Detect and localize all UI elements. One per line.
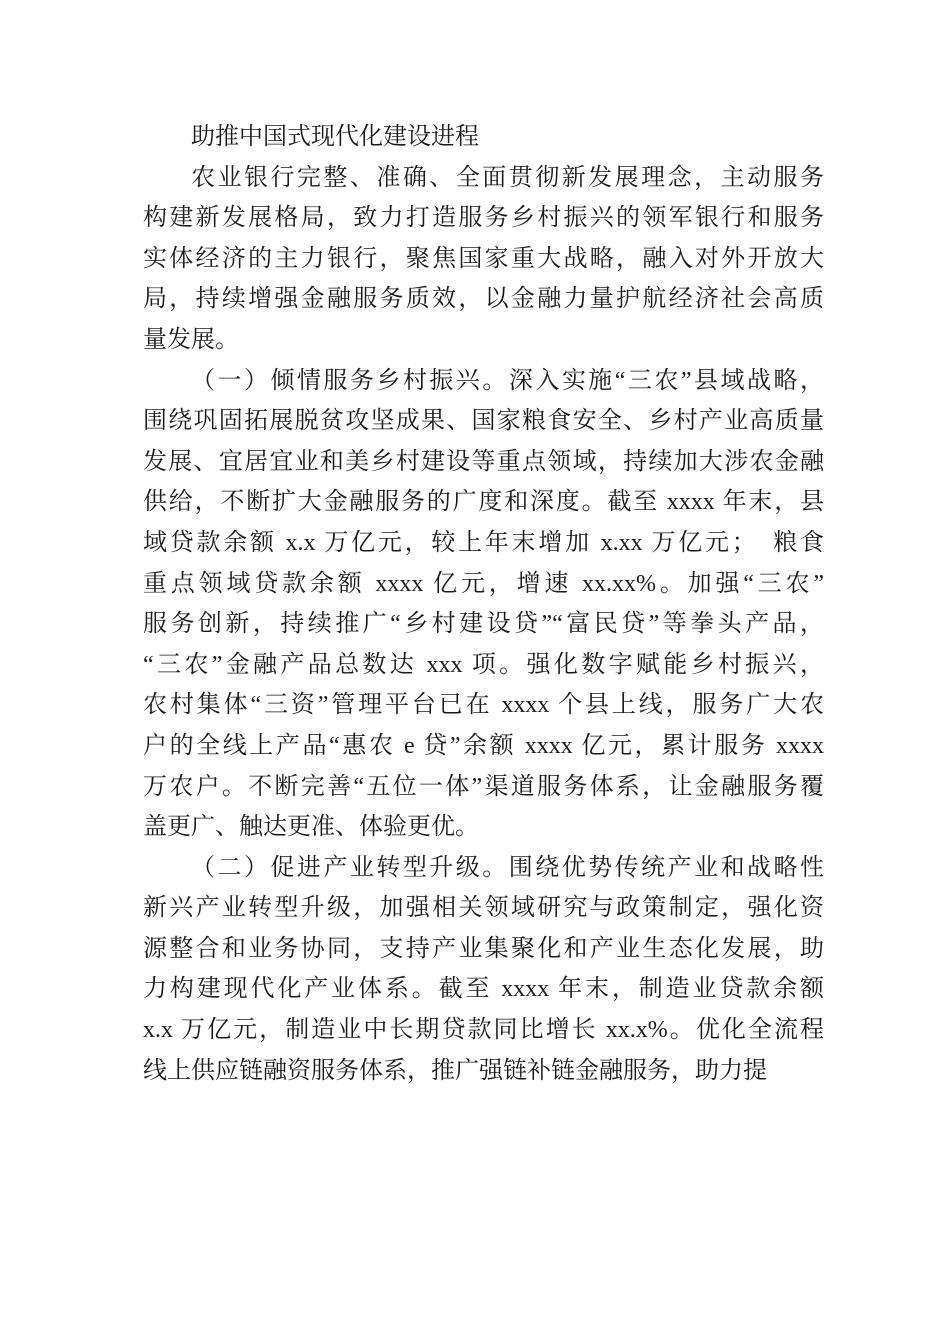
paragraph-section-2 [143, 848, 824, 1092]
text-line: （一）倾情服务乡村振兴。深入实施“三农”县域战略， [191, 367, 824, 394]
text-line: 农业银行完整、准确、全面贯彻新发展理念，主动服务 [191, 164, 824, 191]
text-line: 万农户。不断完善“五位一体”渠道服务体系，让金融服务覆 [143, 773, 824, 800]
text-line: 局，持续增强金融服务质效，以金融力量护航经济社会高质 [143, 286, 824, 313]
text-line: 线上供应链融资服务体系，推广强链补链金融服务，助力提 [143, 1057, 767, 1084]
text-line: 力构建现代化产业体系。截至 xxxx 年末，制造业贷款余额 [143, 976, 824, 1003]
text-line: 重点领域贷款余额 xxxx 亿元，增速 xx.xx%。加强“三农” [143, 570, 824, 597]
text-line: x.x 万亿元，制造业中长期贷款同比增长 xx.x%。优化全流程 [143, 1017, 824, 1044]
text-line: 户的全线上产品“惠农 e 贷”余额 xxxx 亿元，累计服务 xxxx [143, 732, 824, 759]
text-line: 盖更广、触达更准、体验更优。 [143, 814, 479, 841]
text-line: “三农”金融产品总数达 xxx 项。强化数字赋能乡村振兴， [143, 651, 824, 678]
document-body [143, 117, 824, 1091]
text-line: 量发展。 [143, 326, 239, 353]
paragraph-heading [143, 117, 824, 158]
paragraph-intro [143, 158, 824, 361]
text-line: 服务创新，持续推广“乡村建设贷”“富民贷”等拳头产品， [143, 611, 824, 638]
paragraph-section-1 [143, 361, 824, 848]
text-line: 围绕巩固拓展脱贫攻坚成果、国家粮食安全、乡村产业高质量 [143, 408, 824, 435]
text-line: （二）促进产业转型升级。围绕优势传统产业和战略性 [191, 854, 824, 881]
text-line: 实体经济的主力银行，聚焦国家重大战略，融入对外开放大 [143, 245, 824, 272]
text-line: 农村集体“三资”管理平台已在 xxxx 个县上线，服务广大农 [143, 692, 824, 719]
text-line: 助推中国式现代化建设进程 [191, 124, 479, 150]
text-line: 新兴产业转型升级，加强相关领域研究与政策制定，强化资 [143, 895, 824, 922]
text-line: 供给，不断扩大金融服务的广度和深度。截至 xxxx 年末，县 [143, 489, 824, 516]
text-line: 源整合和业务协同，支持产业集聚化和产业生态化发展，助 [143, 935, 824, 962]
text-line: 构建新发展格局，致力打造服务乡村振兴的领军银行和服务 [143, 205, 824, 232]
text-line: 发展、宜居宜业和美乡村建设等重点领域，持续加大涉农金融 [143, 448, 824, 475]
text-line: 域贷款余额 x.x 万亿元，较上年末增加 x.xx 万亿元； 粮食 [143, 529, 824, 556]
